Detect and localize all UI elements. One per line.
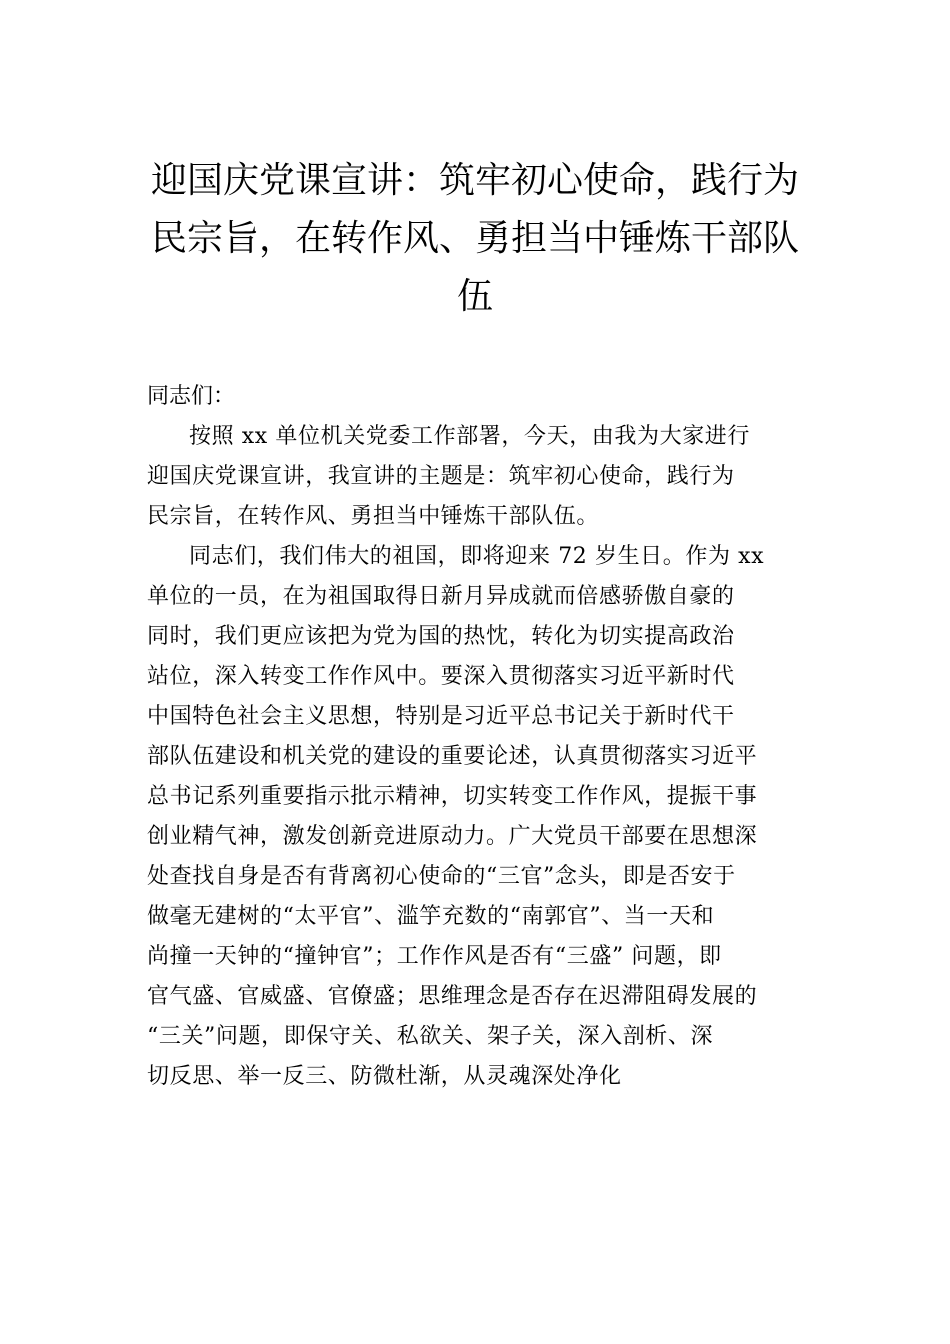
paragraph-line: 民宗旨，在转作风、勇担当中锤炼干部队伍。 (147, 504, 600, 529)
paragraph-line: 切反思、举一反三、防微杜渐，从灵魂深处净化 (147, 1064, 622, 1089)
paragraph-line: 做毫无建树的“太平官”、滥竽充数的“南郭官”、当一天和 (147, 904, 715, 929)
paragraph-line: 部队伍建设和机关党的建设的重要论述，认真贯彻落实习近平 (147, 744, 758, 769)
paragraph-line: 迎国庆党课宣讲，我宣讲的主题是：筑牢初心使命，践行为 (147, 464, 735, 489)
document-title (145, 152, 805, 326)
paragraph-line: 按照 xx 单位机关党委工作部署，今天，由我为大家进行 (189, 424, 751, 449)
title-line: 民宗旨，在转作风、勇担当中锤炼干部队 (150, 218, 799, 259)
paragraph-line: 单位的一员，在为祖国取得日新月异成就而倍感骄傲自豪的 (147, 584, 735, 609)
paragraph-line: 同时，我们更应该把为党为国的热忱，转化为切实提高政治 (147, 624, 735, 649)
title-line: 迎国庆党课宣讲：筑牢初心使命，践行为 (150, 160, 799, 201)
paragraph-line: 总书记系列重要指示批示精神，切实转变工作作风，提振干事 (147, 784, 758, 809)
paragraph-line: 同志们，我们伟大的祖国，即将迎来 72 岁生日。作为 xx (189, 544, 765, 569)
title-line: 伍 (456, 276, 493, 317)
paragraph-line: 中国特色社会主义思想，特别是习近平总书记关于新时代干 (147, 704, 735, 729)
paragraph-line: 处查找自身是否有背离初心使命的“三官”念头，即是否安于 (147, 864, 736, 889)
paragraph-line: 官气盛、官威盛、官僚盛；思维理念是否存在迟滞阻碍发展的 (147, 984, 758, 1009)
paragraph-line: 创业精气神，激发创新竞进原动力。广大党员干部要在思想深 (147, 824, 758, 849)
paragraph-body (147, 537, 807, 1097)
paragraph-line: 站位，深入转变工作作风中。要深入贯彻落实习近平新时代 (147, 664, 735, 689)
paragraph-line: “三关”问题，即保守关、私欲关、架子关，深入剖析、深 (147, 1024, 714, 1049)
paragraph-intro (147, 417, 807, 537)
paragraph-line: 尚撞一天钟的“撞钟官”；工作作风是否有“三盛” 问题，即 (147, 944, 722, 969)
salutation: 同志们： (147, 384, 236, 409)
